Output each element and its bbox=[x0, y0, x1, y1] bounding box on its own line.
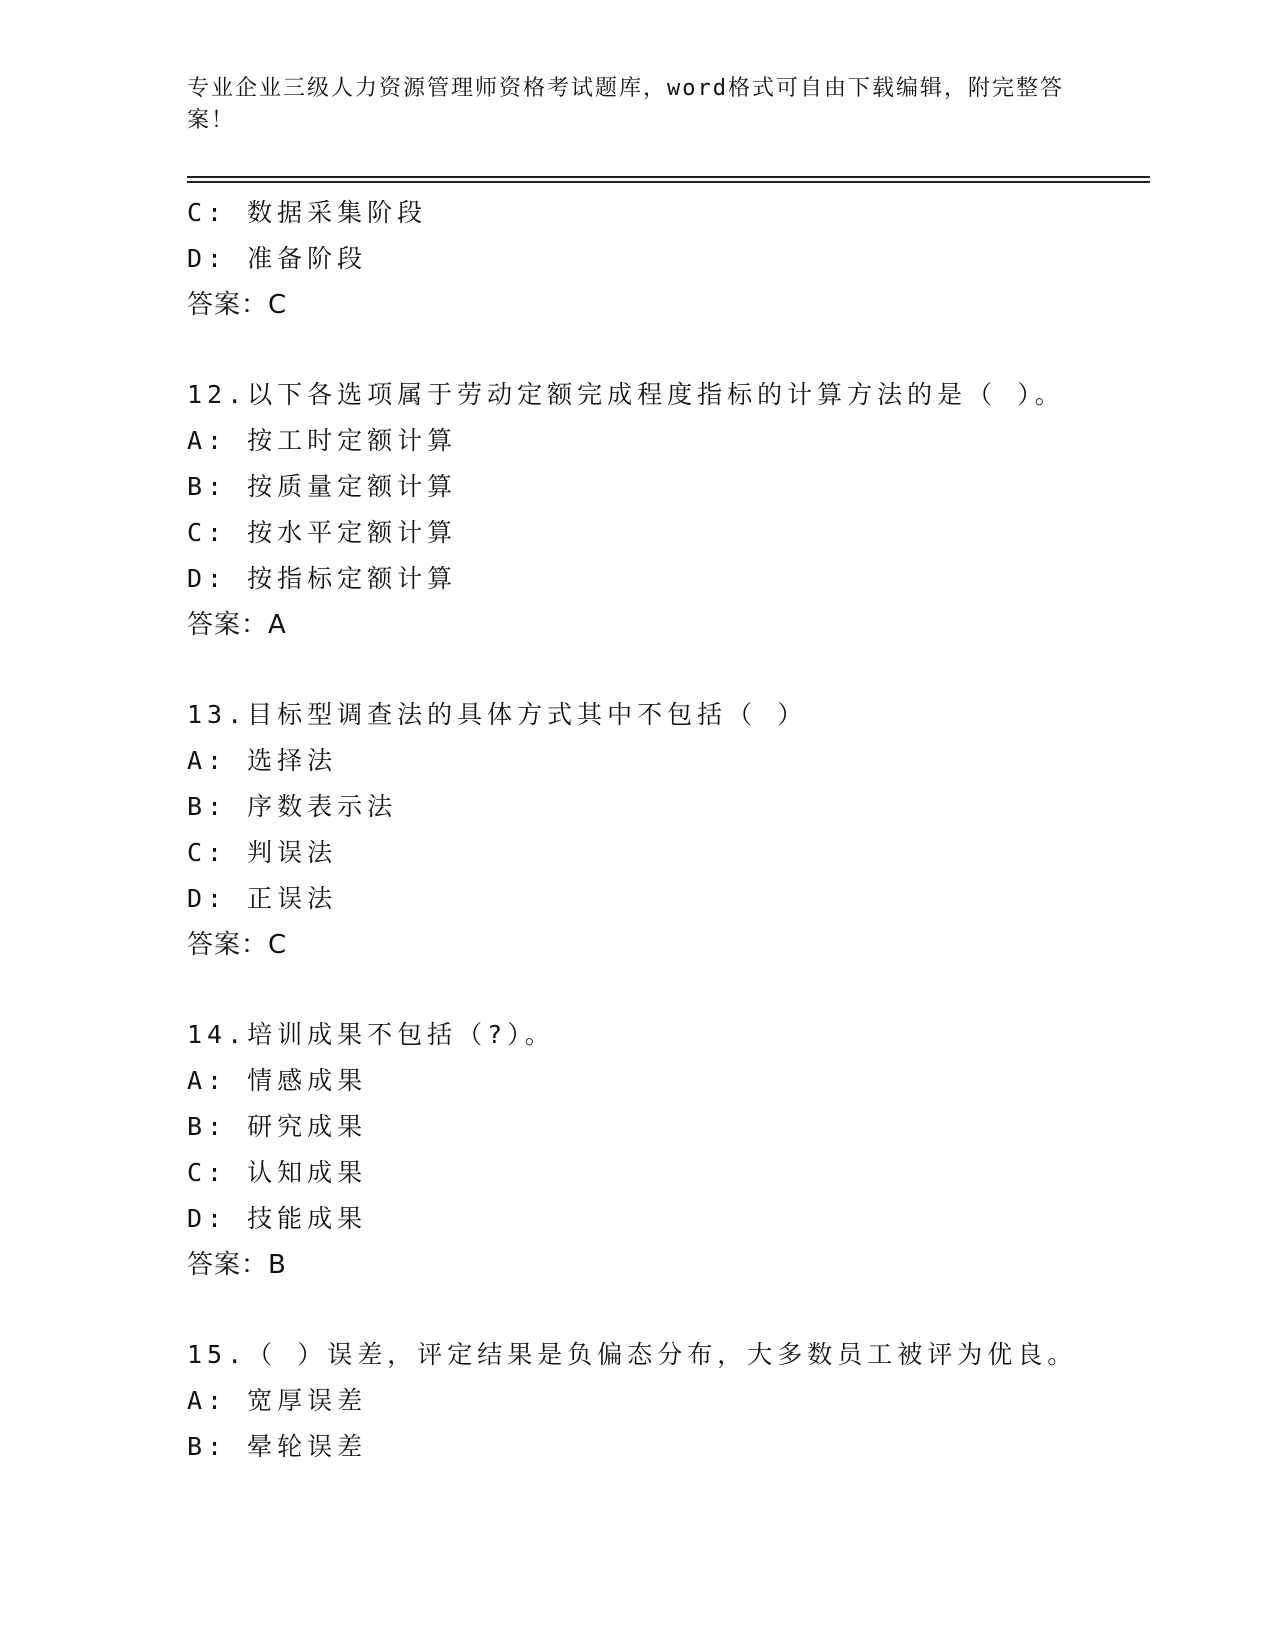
option-a: A: 按工时定额计算 bbox=[187, 426, 458, 455]
question-block-14 bbox=[187, 1012, 1147, 1288]
spacer bbox=[187, 648, 1147, 692]
option-d: D: 准备阶段 bbox=[187, 244, 368, 273]
option-d: D: 正误法 bbox=[187, 884, 338, 913]
answer-line: 答案：B bbox=[187, 1250, 287, 1280]
option-d: D: 按指标定额计算 bbox=[187, 564, 458, 593]
question-text: 12.以下各选项属于劳动定额完成程度指标的计算方法的是（ ）。 bbox=[187, 380, 1065, 409]
question-text: 14.培训成果不包括（?）。 bbox=[187, 1020, 555, 1049]
answer-line: 答案：C bbox=[187, 930, 288, 960]
option-d: D: 技能成果 bbox=[187, 1204, 368, 1233]
spacer bbox=[187, 1288, 1147, 1332]
option-c: C: 判误法 bbox=[187, 838, 338, 867]
question-block-15 bbox=[187, 1332, 1147, 1470]
option-c: C: 数据采集阶段 bbox=[187, 198, 428, 227]
question-block-13 bbox=[187, 692, 1147, 968]
question-list bbox=[187, 190, 1147, 1470]
header-divider-top bbox=[187, 176, 1150, 178]
option-c: C: 按水平定额计算 bbox=[187, 518, 458, 547]
answer-line: 答案：C bbox=[187, 290, 288, 320]
option-a: A: 情感成果 bbox=[187, 1066, 368, 1095]
answer-line: 答案：A bbox=[187, 610, 287, 640]
question-text: 15.（ ）误差，评定结果是负偏态分布，大多数员工被评为优良。 bbox=[187, 1340, 1078, 1369]
option-a: A: 宽厚误差 bbox=[187, 1386, 368, 1415]
spacer bbox=[187, 968, 1147, 1012]
spacer bbox=[187, 328, 1147, 372]
question-block-12 bbox=[187, 372, 1147, 648]
option-b: B: 研究成果 bbox=[187, 1112, 368, 1141]
option-a: A: 选择法 bbox=[187, 746, 338, 775]
option-c: C: 认知成果 bbox=[187, 1158, 368, 1187]
question-block-11 bbox=[187, 190, 1147, 328]
option-b: B: 序数表示法 bbox=[187, 792, 398, 821]
question-text: 13.目标型调查法的具体方式其中不包括（ ） bbox=[187, 700, 808, 729]
document-header: 专业企业三级人力资源管理师资格考试题库，word格式可自由下载编辑，附完整答案！ bbox=[187, 76, 1064, 133]
option-b: B: 按质量定额计算 bbox=[187, 472, 458, 501]
header-divider-bottom bbox=[187, 181, 1150, 183]
option-b: B: 晕轮误差 bbox=[187, 1432, 368, 1461]
